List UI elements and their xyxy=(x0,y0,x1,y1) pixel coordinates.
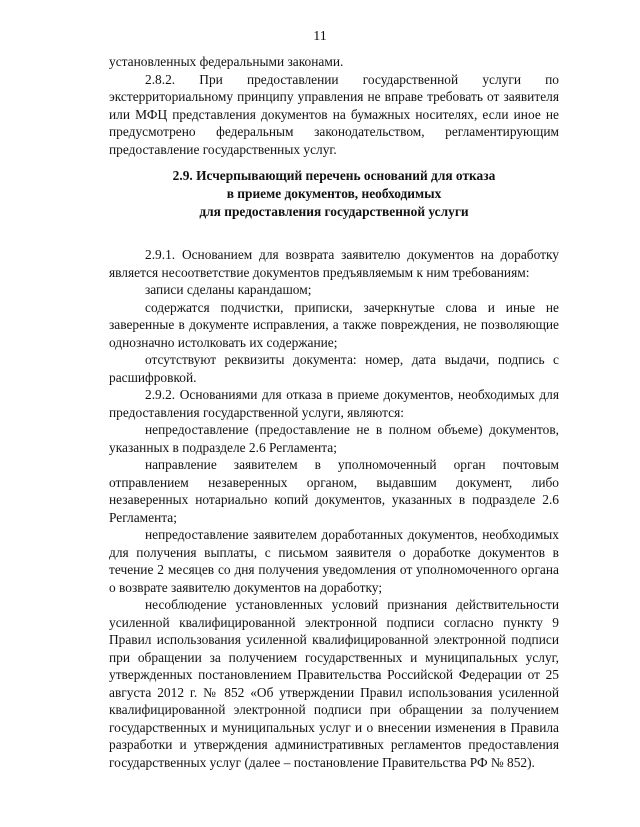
list-item-non-submission: непредоставление (предоставление не в полном объеме) документов, указанных в подразделе 2.6 Регламента; xyxy=(109,422,559,455)
list-item-revised-documents: непредоставление заявителем доработанных документов, необходимых для получения выплаты, с письмом заявителя о доработке документов в течение 2 месяцев со дня получения уведомления от уполномоченного органа о возврате заявителю документов на доработку; xyxy=(109,527,559,595)
paragraph-2-9-1: 2.9.1. Основанием для возврата заявителю документов на доработку является несоответствие документов предъявляемым к ним требованиям: xyxy=(109,247,559,280)
list-item-electronic-signature: несоблюдение установленных условий признания действительности усиленной квалифицированной электронной подписи согласно пункту 9 Правил использования усиленной квалифицированной электронной подписи при обращении за получением государственных и муниципальных услуг, утвержденных постановлением Правительства Российской Федерации от 25 августа 2012 г. № 852 «Об утверждении Правил использования усиленной квалифицированной электронной подписи при обращении за получением государственных и муниципальных услуг и о внесении изменения в Правила разработки и утверждения административных регламентов предоставления государственных услуг (далее – постановление Правительства РФ № 852). xyxy=(109,597,559,770)
paragraph-2-9-2: 2.9.2. Основаниями для отказа в приеме документов, необходимых для предоставления государственной услуги, являются: xyxy=(109,387,559,420)
heading-line-3: для предоставления государственной услуги xyxy=(199,204,469,219)
paragraph-2-8-2: 2.8.2. При предоставлении государственной услуги по экстерриториальному принципу управления не вправе требовать от заявителя или МФЦ представления документов на бумажных носителях, если иное не предусмотрено федеральным законодательством, регламентирующим предоставление государственных услуг. xyxy=(109,71,559,157)
list-item-missing-details: отсутствуют реквизиты документа: номер, дата выдачи, подпись с расшифровкой. xyxy=(109,352,559,385)
page-content xyxy=(109,53,559,771)
heading-line-2: в приеме документов, необходимых xyxy=(226,186,442,201)
section-2-9-heading xyxy=(109,167,559,221)
list-item-pencil: записи сделаны карандашом; xyxy=(145,282,312,297)
page-number: 11 xyxy=(313,29,327,44)
list-item-postal-copies: направление заявителем в уполномоченный орган почтовым отправлением незаверенных органом, выдавшим документ, либо незаверенных нотариально копий документов, указанных в подразделе 2.6 Регламента; xyxy=(109,457,559,525)
heading-line-1: 2.9. Исчерпывающий перечень оснований для отказа xyxy=(172,168,496,183)
list-item-erasures: содержатся подчистки, приписки, зачеркнутые слова и иные не заверенные в документе исправления, а также повреждения, не позволяющие однозначно истолковать их содержание; xyxy=(109,299,559,350)
section-2-8-continuation: установленных федеральными законами. xyxy=(109,54,344,69)
spacer xyxy=(109,230,559,246)
